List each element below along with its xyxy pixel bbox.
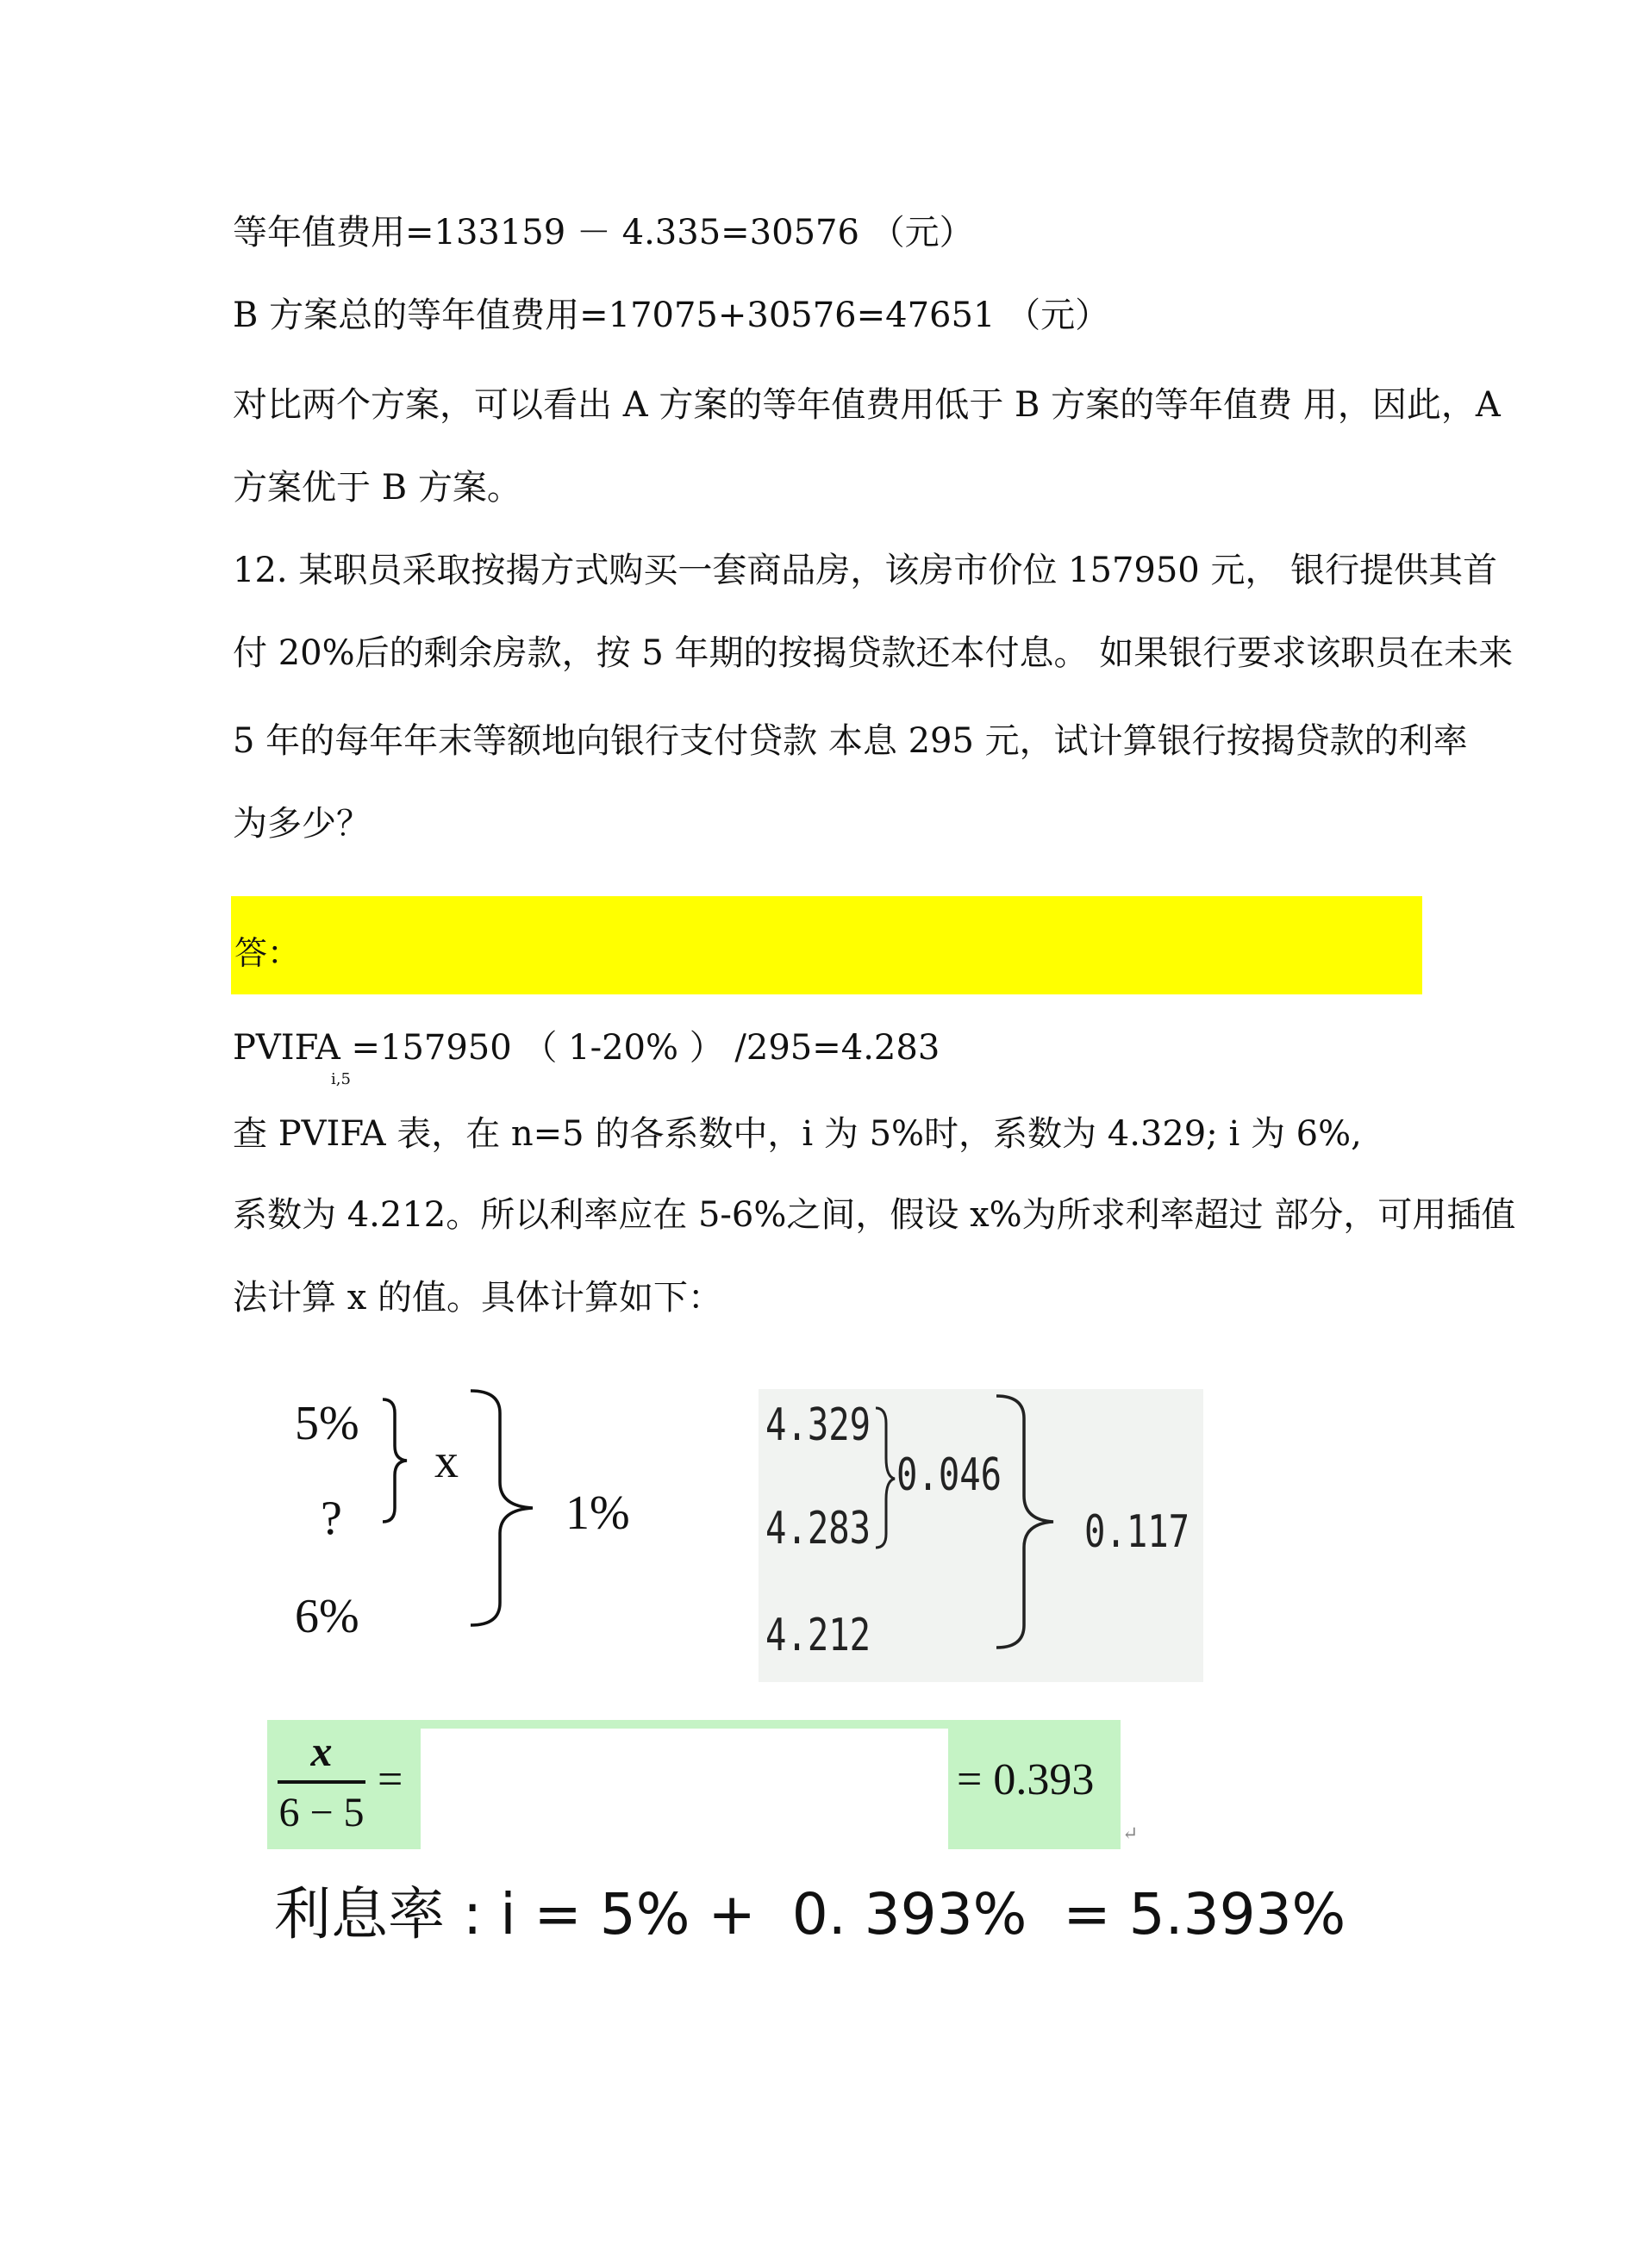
interest-rate-result: 利息率 : i = 5% + 0. 393% = 5.393%	[274, 1881, 1346, 1947]
fraction-denominator: 6 − 5	[278, 1790, 365, 1835]
answer-line-2: 系数为 4.212。所以利率应在 5-6%之间，假设 x%为所求利率超过 部分，可用插值	[233, 1195, 1516, 1235]
para-line-4: 方案优于 B 方案。	[233, 468, 521, 508]
diff-0046: 0.046	[896, 1449, 1002, 1501]
pvifa-formula: PVIFA =157950 （ 1-20% ） /295=4.283	[233, 1028, 940, 1068]
redacted-region	[421, 1729, 948, 1858]
para-line-3: 对比两个方案，可以看出 A 方案的等年值费用低于 B 方案的等年值费 用，因此，A	[233, 385, 1501, 425]
rate-unknown: ?	[321, 1492, 342, 1545]
coef-large-brace-icon	[991, 1393, 1060, 1651]
answer-line-3: 法计算 x 的值。具体计算如下：	[233, 1278, 722, 1318]
para-line-2: B 方案总的等年值费用=17075+30576=47651 （元）	[233, 296, 1110, 335]
fraction-left	[274, 1727, 369, 1837]
total-rate: 1%	[565, 1486, 630, 1540]
coef-4212: 4.212	[765, 1610, 871, 1661]
rate-6: 6%	[295, 1590, 359, 1643]
answer-label: 答：	[234, 934, 301, 972]
coef-4283: 4.283	[765, 1503, 871, 1555]
para-line-1: 等年值费用=133159 － 4.335=30576 （元）	[233, 213, 974, 252]
pvifa-subscript: i,5	[331, 1070, 351, 1088]
question-line-4: 为多少？	[233, 804, 371, 844]
answer-highlight	[231, 896, 1422, 994]
fraction-result: = 0.393	[957, 1755, 1095, 1804]
question-line-3: 5 年的每年年末等额地向银行支付贷款 本息 295 元，试计算银行按揭贷款的利率	[233, 721, 1468, 761]
small-brace-icon	[379, 1396, 414, 1525]
coef-4329: 4.329	[765, 1399, 871, 1451]
large-brace-icon	[465, 1387, 552, 1629]
question-line-1: 12. 某职员采取按揭方式购买一套商品房，该房市价位 157950 元， 银行提供其首	[233, 551, 1498, 590]
fraction-equals: =	[378, 1755, 403, 1804]
coef-small-brace-icon	[872, 1405, 898, 1551]
fraction-numerator: x	[310, 1727, 333, 1775]
return-mark-icon: ↵	[1122, 1823, 1139, 1845]
question-line-2: 付 20%后的剩余房款，按 5 年期的按揭贷款还本付息。 如果银行要求该职员在未来	[233, 633, 1514, 673]
fraction-rule	[278, 1780, 365, 1784]
rate-5: 5%	[295, 1397, 359, 1450]
diff-0117: 0.117	[1084, 1506, 1190, 1558]
x-label: x	[434, 1435, 459, 1488]
answer-line-1: 查 PVIFA 表，在 n=5 的各系数中，i 为 5%时，系数为 4.329; i 为 6%,	[233, 1114, 1362, 1154]
